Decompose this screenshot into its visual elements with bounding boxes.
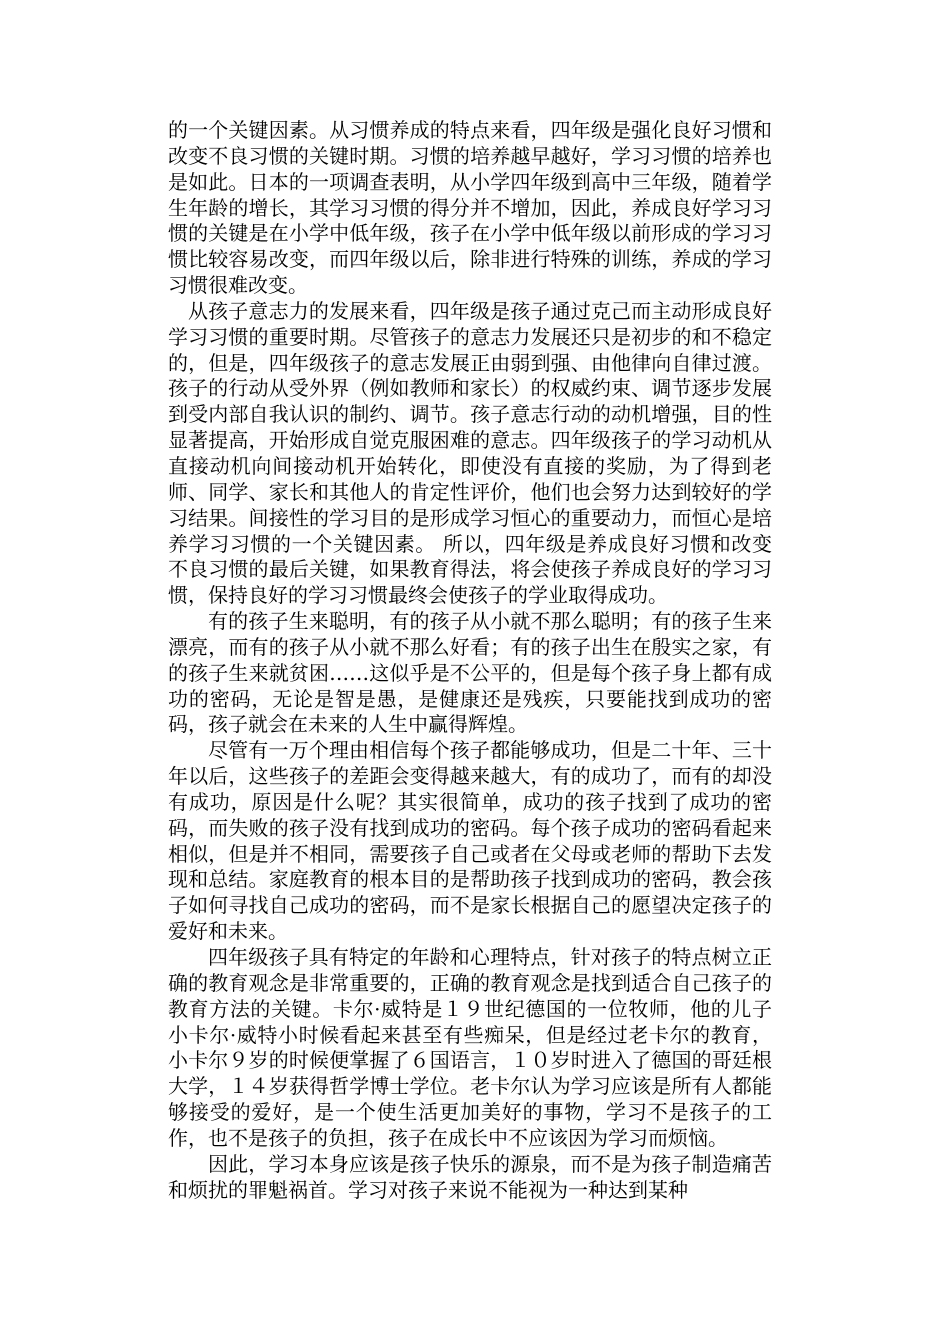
paragraph-4: 尽管有一万个理由相信每个孩子都能够成功，但是二十年、三十年以后，这些孩子的差距会变得越来越大，有的成功了，而有的却没有成功，原因是什么呢？其实很简单，成功的孩子找到了成功的密码，而失败的孩子没有找到成功的密码。每个孩子成功的密码看起来相似，但是并不相同，需要孩子自己或者在父母或老师的帮助下去发现和总结。家庭教育的根本目的是帮助孩子找到成功的密码，教会孩子如何寻找自己成功的密码，而不是家长根据自己的愿望决定孩子的爱好和未来。	[168, 738, 772, 944]
document-page	[168, 118, 772, 1203]
paragraph-1: 的一个关键因素。从习惯养成的特点来看，四年级是强化良好习惯和改变不良习惯的关键时期。习惯的培养越早越好，学习习惯的培养也是如此。日本的一项调查表明，从小学四年级到高中三年级，随着学生年龄的增长，其学习习惯的得分并不增加，因此，养成良好学习习惯的关键是在小学中低年级，孩子在小学中低年级以前形成的学习习惯比较容易改变，而四年级以后，除非进行特殊的训练，养成的学习习惯很难改变。	[168, 118, 772, 298]
paragraph-5: 四年级孩子具有特定的年龄和心理特点，针对孩子的特点树立正确的教育观念是非常重要的，正确的教育观念是找到适合自己孩子的教育方法的关键。卡尔·威特是１９世纪德国的一位牧师，他的儿子小卡尔·威特小时候看起来甚至有些痴呆，但是经过老卡尔的教育，小卡尔９岁的时候便掌握了６国语言，１０岁时进入了德国的哥廷根大学，１４岁获得哲学博士学位。老卡尔认为学习应该是所有人都能够接受的爱好，是一个使生活更加美好的事物，学习不是孩子的工作，也不是孩子的负担，孩子在成长中不应该因为学习而烦恼。	[168, 945, 772, 1150]
paragraph-2: 从孩子意志力的发展来看，四年级是孩子通过克己而主动形成良好学习习惯的重要时期。尽管孩子的意志力发展还只是初步的和不稳定的，但是，四年级孩子的意志发展正由弱到强、由他律向自律过渡。孩子的行动从受外界（例如教师和家长）的权威约束、调节逐步发展到受内部自我认识的制约、调节。孩子意志行动的动机增强，目的性显著提高，开始形成自觉克服困难的意志。四年级孩子的学习动机从直接动机向间接动机开始转化，即使没有直接的奖励，为了得到老师、同学、家长和其他人的肯定性评价，他们也会努力达到较好的学习结果。间接性的学习目的是形成学习恒心的重要动力，而恒心是培养学习习惯的一个关键因素。 所以，四年级是养成良好习惯和改变不良习惯的最后关键，如果教育得法，将会使孩子养成良好的学习习惯，保持良好的学习习惯最终会使孩子的学业取得成功。	[168, 298, 772, 608]
paragraph-3: 有的孩子生来聪明，有的孩子从小就不那么聪明；有的孩子生来漂亮，而有的孩子从小就不那么好看；有的孩子出生在殷实之家，有的孩子生来就贫困……这似乎是不公平的，但是每个孩子身上都有成功的密码，无论是智是愚，是健康还是残疾，只要能找到成功的密码，孩子就会在未来的人生中赢得辉煌。	[168, 609, 772, 737]
paragraph-6: 因此，学习本身应该是孩子快乐的源泉，而不是为孩子制造痛苦和烦扰的罪魁祸首。学习对孩子来说不能视为一种达到某种	[168, 1151, 772, 1202]
